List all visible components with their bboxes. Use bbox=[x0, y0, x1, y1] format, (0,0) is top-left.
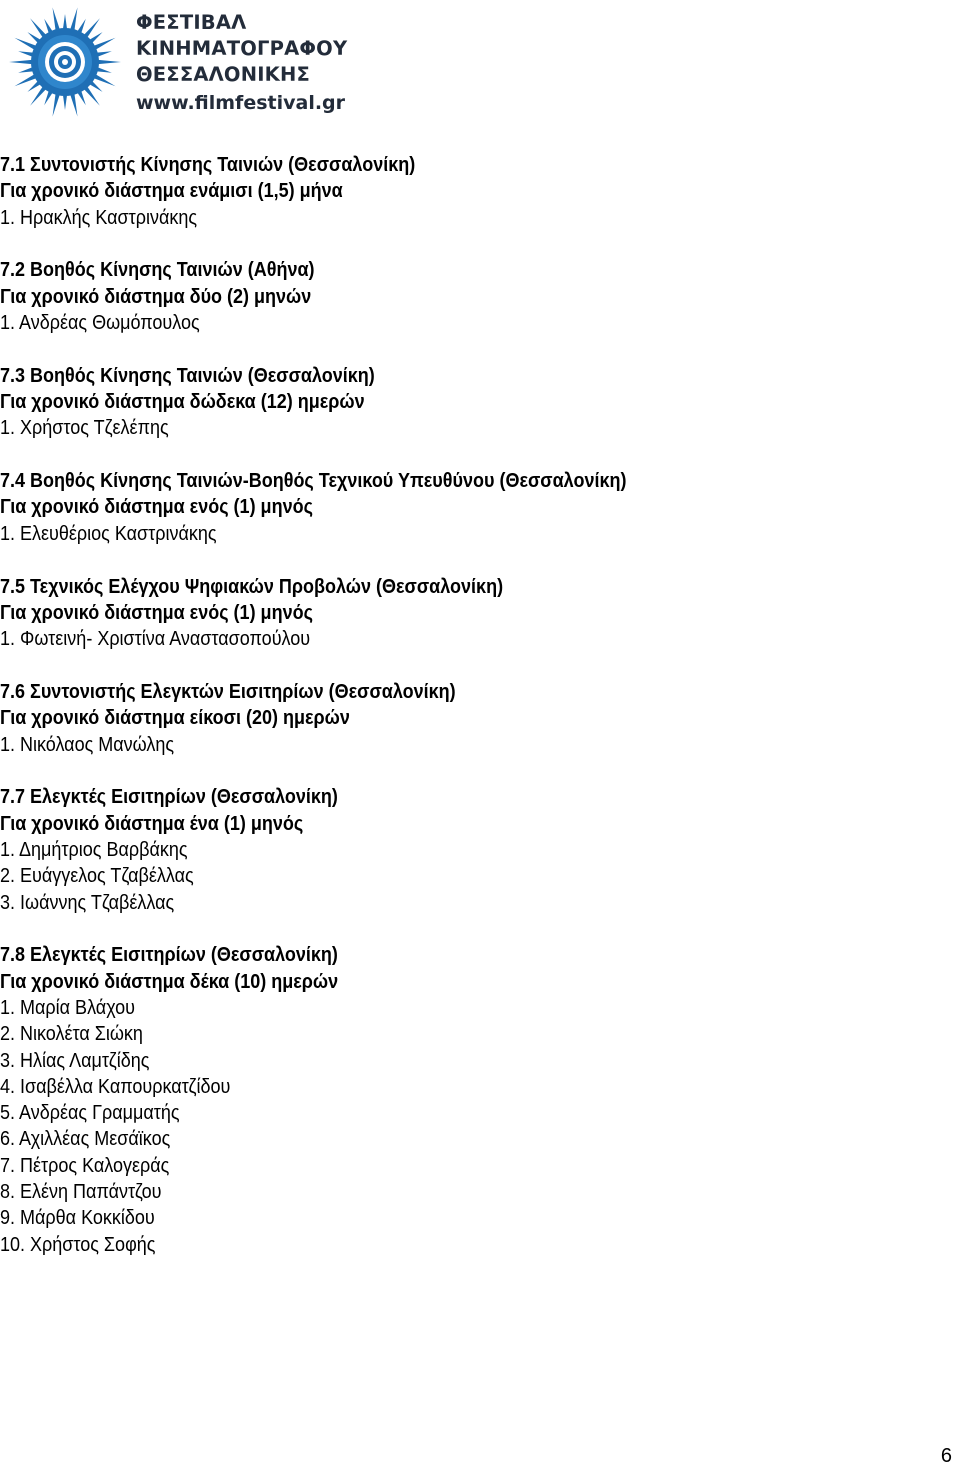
position-title: 7.8 Ελεγκτές Εισιτηρίων (Θεσσαλονίκη) bbox=[0, 944, 338, 967]
festival-url: www.filmfestival.gr bbox=[136, 92, 346, 114]
person-entry: 2. Ευάγγελος Τζαβέλλας bbox=[0, 865, 194, 888]
person-entry: 2. Νικολέτα Σιώκη bbox=[0, 1023, 143, 1046]
position-section bbox=[0, 784, 950, 915]
position-section bbox=[0, 468, 950, 547]
position-period: Για χρονικό διάστημα δώδεκα (12) ημερών bbox=[0, 391, 365, 414]
position-title: 7.5 Τεχνικός Ελέγχου Ψηφιακών Προβολών (Θεσσαλονίκη) bbox=[0, 575, 504, 598]
person-entry: 4. Ισαβέλλα Καπουρκατζίδου bbox=[0, 1075, 231, 1098]
logo-ray bbox=[93, 38, 116, 51]
person-entry: 6. Αχιλλέας Μεσάϊκος bbox=[0, 1128, 171, 1151]
position-section bbox=[0, 363, 950, 442]
logo-ray bbox=[97, 60, 121, 64]
person-entry: 3. Ηλίας Λαμτζίδης bbox=[0, 1049, 150, 1072]
position-period: Για χρονικό διάστημα ένα (1) μηνός bbox=[0, 812, 304, 835]
logo-ray bbox=[53, 7, 61, 31]
position-section bbox=[0, 574, 950, 653]
logo-ray bbox=[63, 94, 67, 110]
person-entry: 10. Χρήστος Σοφής bbox=[0, 1233, 156, 1256]
logo-ray bbox=[70, 7, 78, 31]
person-entry: 1. Φωτεινή- Χριστίνα Αναστασοπούλου bbox=[0, 628, 311, 651]
logo-ray bbox=[93, 74, 116, 87]
position-section bbox=[0, 152, 950, 231]
person-entry: 5. Ανδρέας Γραμματής bbox=[0, 1102, 180, 1125]
position-period: Για χρονικό διάστημα δύο (2) μηνών bbox=[0, 285, 312, 308]
logo-ray bbox=[70, 93, 78, 117]
position-title: 7.7 Ελεγκτές Εισιτηρίων (Θεσσαλονίκη) bbox=[0, 786, 338, 809]
person-entry: 1. Μαρία Βλάχου bbox=[0, 996, 136, 1019]
position-title: 7.4 Βοηθός Κίνησης Ταινιών-Βοηθός Τεχνικού Υπευθύνου (Θεσσαλονίκη) bbox=[0, 470, 627, 493]
position-title: 7.3 Βοηθός Κίνησης Ταινιών (Θεσσαλονίκη) bbox=[0, 364, 375, 387]
position-period: Για χρονικό διάστημα ενός (1) μηνός bbox=[0, 601, 313, 624]
position-period: Για χρονικό διάστημα ενάμισι (1,5) μήνα bbox=[0, 180, 343, 203]
position-period: Για χρονικό διάστημα ενός (1) μηνός bbox=[0, 496, 313, 519]
position-title: 7.6 Συντονιστής Ελεγκτών Εισιτηρίων (Θεσσαλονίκη) bbox=[0, 680, 456, 703]
person-entry: 1. Ελευθέριος Καστρινάκης bbox=[0, 522, 217, 545]
position-title: 7.2 Βοηθός Κίνησης Ταινιών (Αθήνα) bbox=[0, 259, 315, 282]
logo-ray bbox=[9, 60, 33, 64]
person-entry: 7. Πέτρος Καλογεράς bbox=[0, 1154, 170, 1177]
logo-line: ΚΙΝΗΜΑΤΟΓΡΑΦΟΥ bbox=[136, 37, 348, 60]
logo-line: ΘΕΣΣΑΛΟΝΙΚΗΣ bbox=[136, 63, 311, 86]
person-entry: 1. Δημήτριος Βαρβάκης bbox=[0, 838, 188, 861]
person-entry: 9. Μάρθα Κοκκίδου bbox=[0, 1207, 155, 1230]
position-period: Για χρονικό διάστημα δέκα (10) ημερών bbox=[0, 970, 339, 993]
position-section bbox=[0, 679, 950, 758]
logo-ray bbox=[15, 38, 38, 51]
person-entry: 1. Ανδρέας Θωμόπουλος bbox=[0, 311, 200, 334]
festival-header bbox=[6, 4, 426, 122]
document-body bbox=[0, 152, 950, 1284]
festival-logo-icon bbox=[6, 4, 128, 122]
logo-line: ΦΕΣΤΙΒΑΛ bbox=[136, 11, 247, 34]
person-entry: 8. Ελένη Παπάντζου bbox=[0, 1181, 162, 1203]
logo-ray bbox=[53, 93, 61, 117]
festival-logo-text bbox=[136, 10, 347, 116]
person-entry: 1. Χρήστος Τζελέπης bbox=[0, 417, 169, 440]
position-section bbox=[0, 257, 950, 336]
person-entry: 3. Ιωάννης Τζαβέλλας bbox=[0, 891, 175, 914]
person-entry: 1. Ηρακλής Καστρινάκης bbox=[0, 206, 198, 229]
logo-ray bbox=[15, 74, 38, 87]
person-entry: 1. Νικόλαος Μανώλης bbox=[0, 733, 175, 756]
position-period: Για χρονικό διάστημα είκοσι (20) ημερών bbox=[0, 707, 350, 730]
logo-ray bbox=[63, 14, 67, 30]
position-section bbox=[0, 942, 950, 1258]
position-title: 7.1 Συντονιστής Κίνησης Ταινιών (Θεσσαλονίκη) bbox=[0, 154, 416, 176]
page-number: 6 bbox=[940, 1445, 952, 1467]
